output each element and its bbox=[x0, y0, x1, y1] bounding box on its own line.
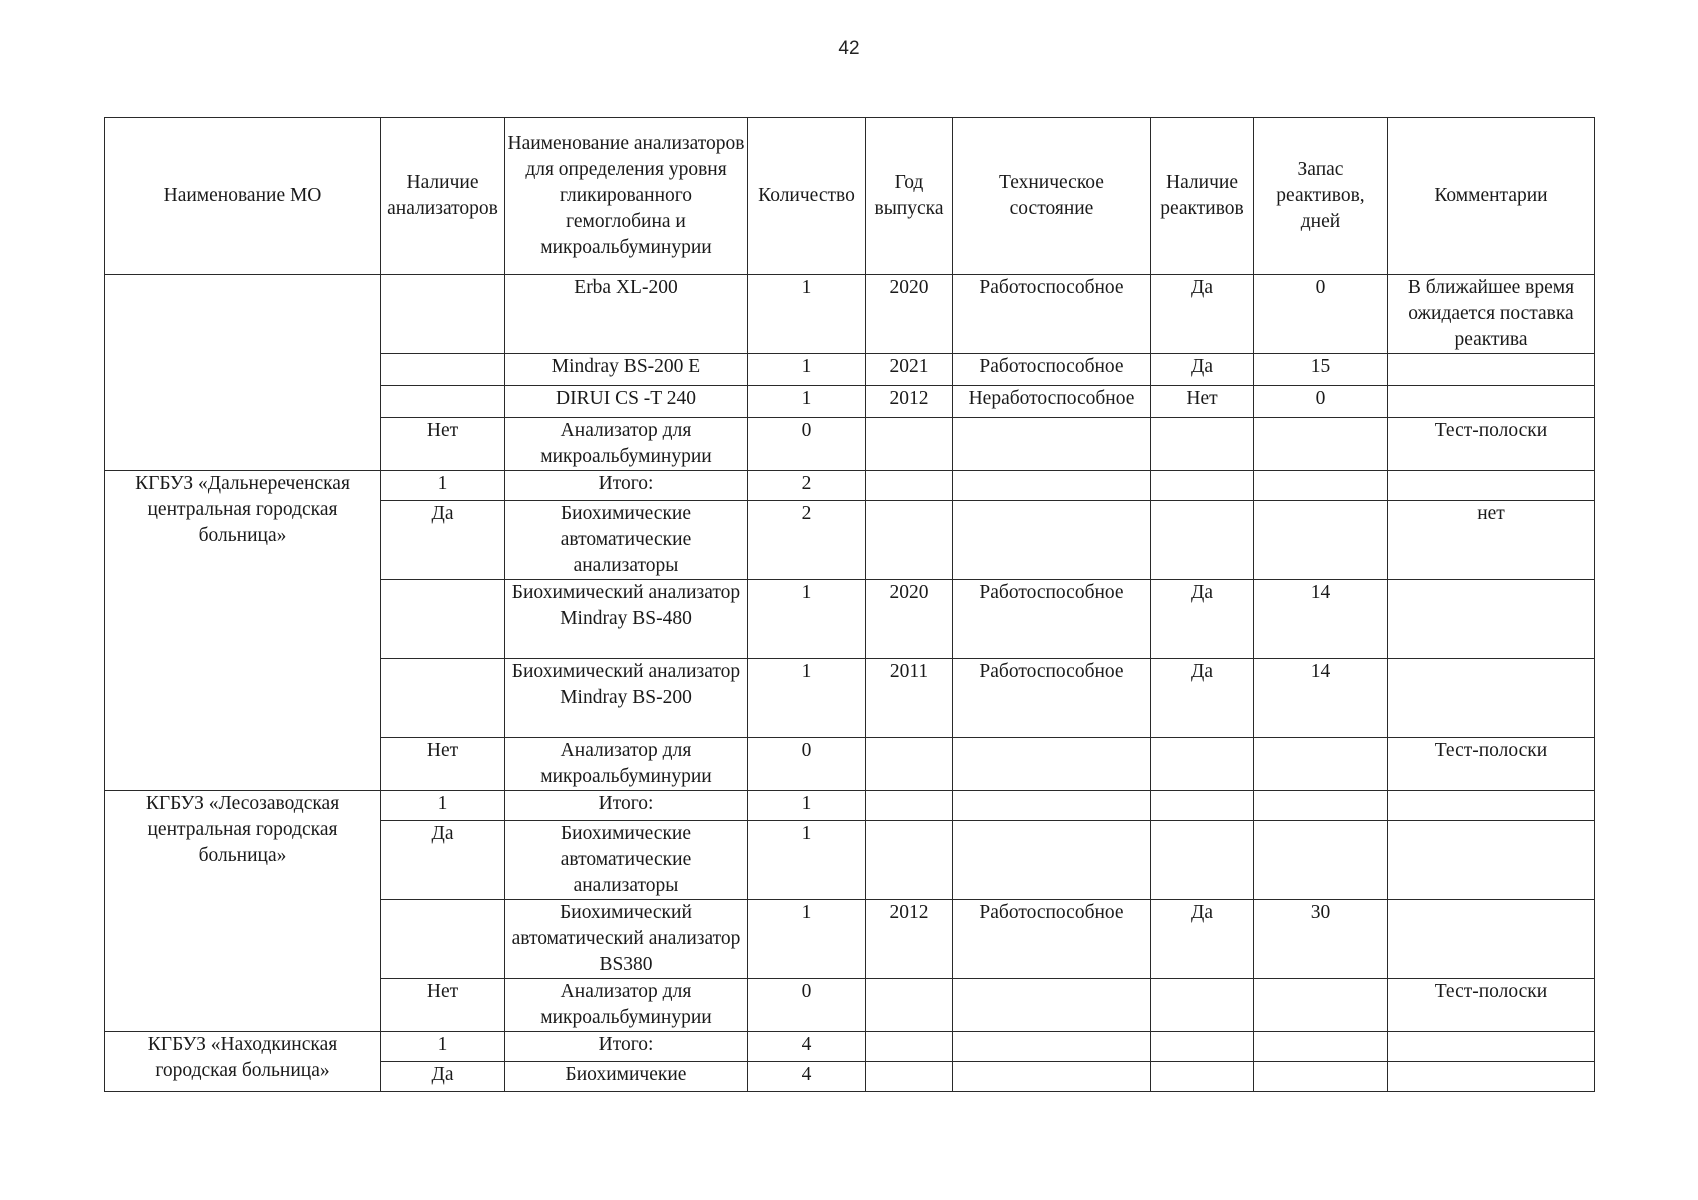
comment-cell: В ближайшее время ожидается поставка реактива bbox=[1388, 275, 1595, 354]
year-cell: 2020 bbox=[866, 580, 953, 659]
year-cell: 2012 bbox=[866, 386, 953, 418]
analyzer-name-cell: Анализатор для микроальбуминурии bbox=[505, 418, 748, 471]
presence-cell: Да bbox=[381, 821, 505, 900]
reagents-cell: Да bbox=[1151, 354, 1254, 386]
condition-cell: Неработоспособное bbox=[953, 386, 1151, 418]
count-cell: 0 bbox=[748, 979, 866, 1032]
reagents-cell: Да bbox=[1151, 275, 1254, 354]
count-cell: 0 bbox=[748, 418, 866, 471]
mo-cell: КГБУЗ «Лесозаводская центральная городская больница» bbox=[105, 791, 381, 1032]
presence-cell bbox=[381, 354, 505, 386]
presence-cell: 1 bbox=[381, 471, 505, 501]
year-cell: 2012 bbox=[866, 900, 953, 979]
condition-cell bbox=[953, 821, 1151, 900]
year-cell bbox=[866, 471, 953, 501]
mo-cell: КГБУЗ «Дальнереченская центральная городская больница» bbox=[105, 471, 381, 791]
analyzer-name-cell: DIRUI CS -T 240 bbox=[505, 386, 748, 418]
stock-cell bbox=[1254, 418, 1388, 471]
reagents-cell bbox=[1151, 1032, 1254, 1062]
count-cell: 2 bbox=[748, 501, 866, 580]
count-cell: 0 bbox=[748, 738, 866, 791]
analyzer-name-cell: Биохимический автоматический анализатор BS380 bbox=[505, 900, 748, 979]
comment-cell bbox=[1388, 900, 1595, 979]
reagents-cell bbox=[1151, 791, 1254, 821]
table-row bbox=[105, 1032, 1595, 1062]
presence-cell: Да bbox=[381, 501, 505, 580]
analyzer-name-cell: Биохимический анализатор Mindray BS-480 bbox=[505, 580, 748, 659]
table-row bbox=[105, 791, 1595, 821]
analyzer-name-cell: Итого: bbox=[505, 791, 748, 821]
condition-cell: Работоспособное bbox=[953, 659, 1151, 738]
condition-cell bbox=[953, 1032, 1151, 1062]
comment-cell bbox=[1388, 821, 1595, 900]
year-cell: 2011 bbox=[866, 659, 953, 738]
table-row bbox=[105, 275, 1595, 354]
comment-cell bbox=[1388, 354, 1595, 386]
condition-cell bbox=[953, 1062, 1151, 1092]
comment-cell bbox=[1388, 471, 1595, 501]
stock-cell: 30 bbox=[1254, 900, 1388, 979]
stock-cell: 0 bbox=[1254, 275, 1388, 354]
count-cell: 1 bbox=[748, 821, 866, 900]
reagents-cell: Да bbox=[1151, 659, 1254, 738]
stock-cell: 14 bbox=[1254, 580, 1388, 659]
stock-cell bbox=[1254, 791, 1388, 821]
reagents-cell bbox=[1151, 418, 1254, 471]
comment-cell bbox=[1388, 791, 1595, 821]
reagents-cell: Нет bbox=[1151, 386, 1254, 418]
stock-cell bbox=[1254, 821, 1388, 900]
analyzer-name-cell: Анализатор для микроальбуминурии bbox=[505, 979, 748, 1032]
stock-cell bbox=[1254, 501, 1388, 580]
condition-cell: Работоспособное bbox=[953, 900, 1151, 979]
reagents-cell bbox=[1151, 501, 1254, 580]
presence-cell bbox=[381, 580, 505, 659]
year-cell bbox=[866, 979, 953, 1032]
presence-cell: 1 bbox=[381, 1032, 505, 1062]
presence-cell: 1 bbox=[381, 791, 505, 821]
comment-cell bbox=[1388, 580, 1595, 659]
condition-cell bbox=[953, 501, 1151, 580]
analyzer-name-cell: Анализатор для микроальбуминурии bbox=[505, 738, 748, 791]
condition-cell: Работоспособное bbox=[953, 580, 1151, 659]
reagents-cell: Да bbox=[1151, 900, 1254, 979]
header-mo: Наименование МО bbox=[105, 118, 381, 275]
year-cell bbox=[866, 821, 953, 900]
count-cell: 1 bbox=[748, 900, 866, 979]
mo-cell bbox=[105, 275, 381, 471]
header-comments: Комментарии bbox=[1388, 118, 1595, 275]
year-cell bbox=[866, 418, 953, 471]
header-reagents: Наличие реактивов bbox=[1151, 118, 1254, 275]
year-cell bbox=[866, 1032, 953, 1062]
comment-cell bbox=[1388, 659, 1595, 738]
count-cell: 4 bbox=[748, 1032, 866, 1062]
analyzer-name-cell: Биохимический анализатор Mindray BS-200 bbox=[505, 659, 748, 738]
reagents-cell bbox=[1151, 471, 1254, 501]
header-presence: Наличие анализаторов bbox=[381, 118, 505, 275]
header-condition: Техническое состояние bbox=[953, 118, 1151, 275]
comment-cell: нет bbox=[1388, 501, 1595, 580]
condition-cell bbox=[953, 471, 1151, 501]
count-cell: 1 bbox=[748, 386, 866, 418]
analyzer-name-cell: Erba XL-200 bbox=[505, 275, 748, 354]
comment-cell bbox=[1388, 386, 1595, 418]
reagents-cell bbox=[1151, 1062, 1254, 1092]
stock-cell bbox=[1254, 738, 1388, 791]
presence-cell: Нет bbox=[381, 418, 505, 471]
header-year: Год выпуска bbox=[866, 118, 953, 275]
year-cell bbox=[866, 1062, 953, 1092]
stock-cell bbox=[1254, 979, 1388, 1032]
analyzer-name-cell: Итого: bbox=[505, 1032, 748, 1062]
comment-cell: Тест-полоски bbox=[1388, 979, 1595, 1032]
page-number: 42 bbox=[838, 38, 860, 59]
table-header-row bbox=[105, 118, 1595, 275]
condition-cell bbox=[953, 979, 1151, 1032]
analyzer-name-cell: Итого: bbox=[505, 471, 748, 501]
presence-cell bbox=[381, 386, 505, 418]
analyzer-name-cell: Биохимичекие bbox=[505, 1062, 748, 1092]
analyzer-name-cell: Биохимические автоматические анализаторы bbox=[505, 501, 748, 580]
comment-cell bbox=[1388, 1062, 1595, 1092]
count-cell: 1 bbox=[748, 275, 866, 354]
condition-cell: Работоспособное bbox=[953, 275, 1151, 354]
year-cell: 2020 bbox=[866, 275, 953, 354]
stock-cell: 14 bbox=[1254, 659, 1388, 738]
condition-cell bbox=[953, 738, 1151, 791]
count-cell: 1 bbox=[748, 580, 866, 659]
reagents-cell bbox=[1151, 821, 1254, 900]
analyzers-table bbox=[104, 117, 1595, 1092]
condition-cell bbox=[953, 791, 1151, 821]
stock-cell bbox=[1254, 1032, 1388, 1062]
table-row bbox=[105, 471, 1595, 501]
analyzer-name-cell: Mindray BS-200 E bbox=[505, 354, 748, 386]
header-count: Количество bbox=[748, 118, 866, 275]
condition-cell: Работоспособное bbox=[953, 354, 1151, 386]
header-analyzer-name: Наименование анализаторов для определения уровня гликированного гемоглобина и микроальбуминурии bbox=[505, 118, 748, 275]
count-cell: 4 bbox=[748, 1062, 866, 1092]
comment-cell bbox=[1388, 1032, 1595, 1062]
year-cell bbox=[866, 501, 953, 580]
year-cell bbox=[866, 791, 953, 821]
stock-cell: 0 bbox=[1254, 386, 1388, 418]
presence-cell bbox=[381, 900, 505, 979]
presence-cell: Нет bbox=[381, 738, 505, 791]
comment-cell: Тест-полоски bbox=[1388, 738, 1595, 791]
year-cell bbox=[866, 738, 953, 791]
analyzer-name-cell: Биохимические автоматические анализаторы bbox=[505, 821, 748, 900]
stock-cell bbox=[1254, 471, 1388, 501]
header-stock: Запас реактивов, дней bbox=[1254, 118, 1388, 275]
reagents-cell bbox=[1151, 979, 1254, 1032]
stock-cell: 15 bbox=[1254, 354, 1388, 386]
presence-cell bbox=[381, 275, 505, 354]
count-cell: 2 bbox=[748, 471, 866, 501]
count-cell: 1 bbox=[748, 354, 866, 386]
presence-cell bbox=[381, 659, 505, 738]
presence-cell: Нет bbox=[381, 979, 505, 1032]
reagents-cell: Да bbox=[1151, 580, 1254, 659]
year-cell: 2021 bbox=[866, 354, 953, 386]
count-cell: 1 bbox=[748, 659, 866, 738]
count-cell: 1 bbox=[748, 791, 866, 821]
condition-cell bbox=[953, 418, 1151, 471]
reagents-cell bbox=[1151, 738, 1254, 791]
presence-cell: Да bbox=[381, 1062, 505, 1092]
mo-cell: КГБУЗ «Находкинская городская больница» bbox=[105, 1032, 381, 1092]
comment-cell: Тест-полоски bbox=[1388, 418, 1595, 471]
stock-cell bbox=[1254, 1062, 1388, 1092]
